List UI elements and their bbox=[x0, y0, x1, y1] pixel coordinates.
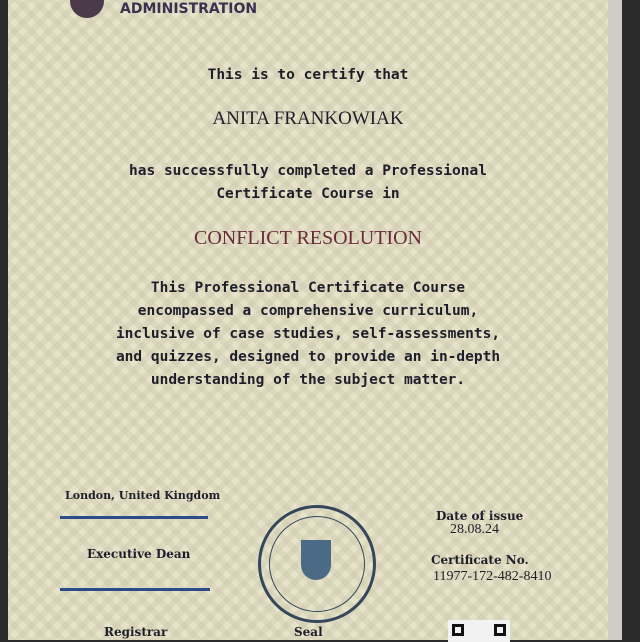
recipient-name: ANITA FRANKOWIAK bbox=[212, 108, 404, 129]
registrar-title: Registrar bbox=[104, 625, 168, 639]
description-line: understanding of the subject matter. bbox=[150, 372, 466, 388]
completed-line-2: Certificate Course in bbox=[216, 186, 400, 202]
completed-line-1: has successfully completed a Professional bbox=[129, 163, 487, 179]
description-line: and quizzes, designed to provide an in-depth bbox=[115, 349, 501, 365]
course-name: CONFLICT RESOLUTION bbox=[194, 227, 422, 249]
dean-title: Executive Dean bbox=[87, 547, 191, 561]
location: London, United Kingdom bbox=[65, 489, 221, 502]
cert-no-value: 11977-172-482-8410 bbox=[433, 569, 552, 584]
description-line: inclusive of case studies, self-assessments, bbox=[115, 326, 501, 342]
date-label: Date of issue bbox=[436, 509, 524, 523]
qr-code[interactable] bbox=[448, 620, 510, 642]
school-logo-icon bbox=[70, 0, 104, 18]
signature-registrar bbox=[60, 588, 210, 591]
crest-icon bbox=[301, 540, 331, 580]
paper-edge bbox=[608, 0, 622, 640]
cert-no-label: Certificate No. bbox=[431, 553, 529, 567]
description-line: encompassed a comprehensive curriculum, bbox=[137, 303, 479, 319]
seal-label: Seal bbox=[294, 625, 323, 639]
date-value: 28.08.24 bbox=[450, 522, 499, 537]
description-line: This Professional Certificate Course bbox=[150, 280, 466, 296]
certificate bbox=[8, 0, 608, 640]
school-seal bbox=[258, 505, 376, 623]
certify-line: This is to certify that bbox=[207, 67, 409, 83]
signature-dean bbox=[60, 516, 208, 519]
institution-name: ADMINISTRATION bbox=[120, 1, 258, 17]
